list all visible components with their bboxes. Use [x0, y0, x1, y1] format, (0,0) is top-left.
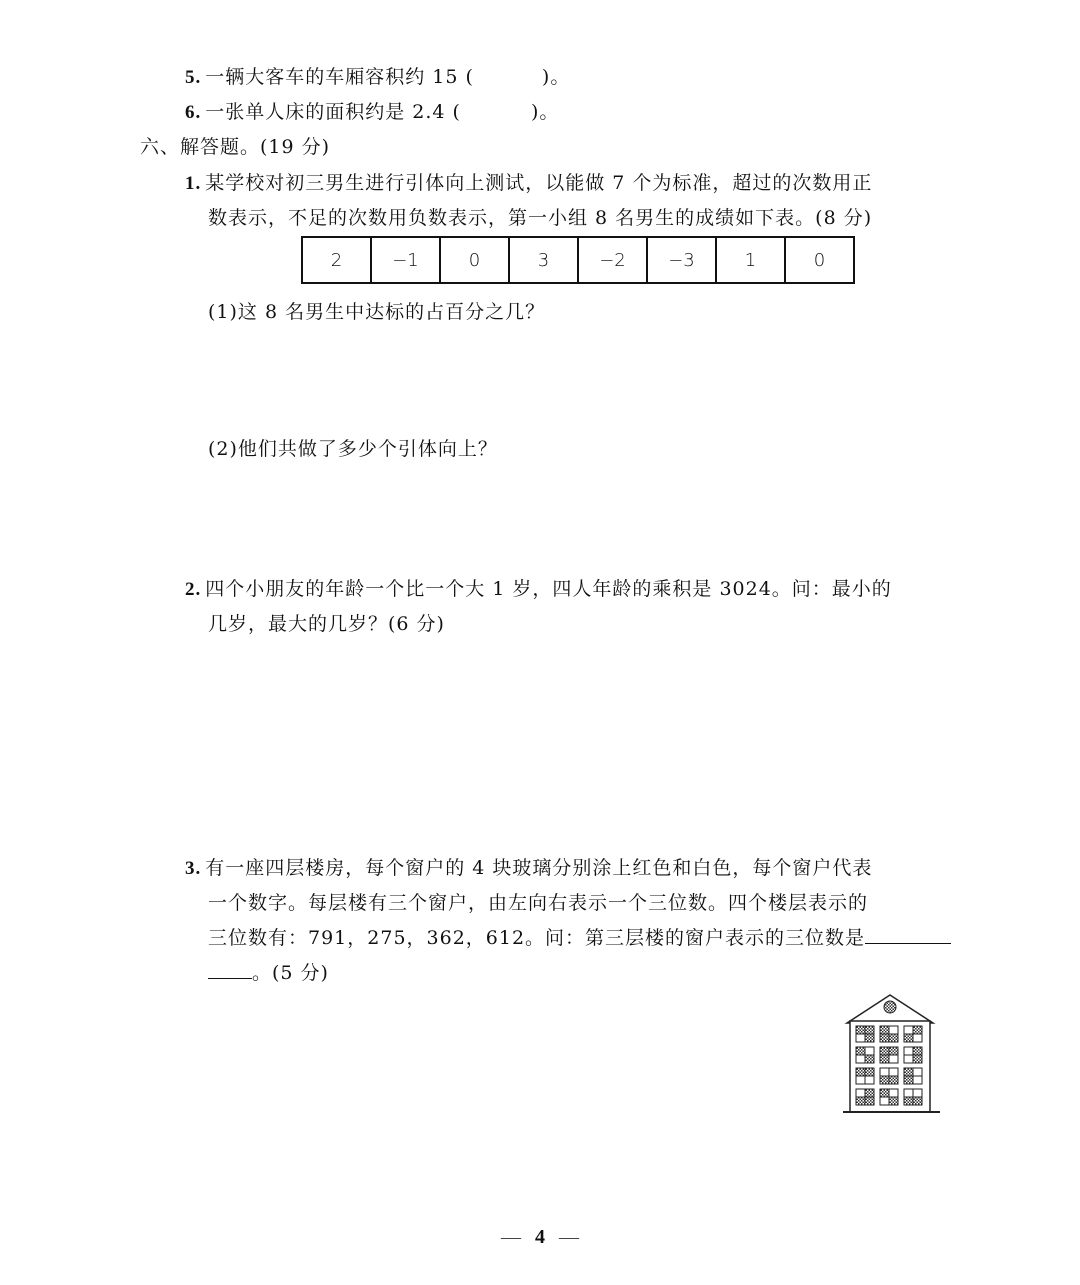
table-cell: 1	[716, 237, 785, 283]
window-pane	[880, 1097, 889, 1105]
window	[856, 1068, 874, 1084]
window-pane	[865, 1055, 874, 1063]
building-illustration	[843, 992, 943, 1118]
window-pane	[865, 1026, 874, 1034]
question-5	[185, 62, 570, 89]
problem-1-line-2: 数表示，不足的次数用负数表示，第一小组 8 名男生的成绩如下表。(8 分)	[208, 207, 873, 229]
window	[856, 1026, 874, 1042]
problem-number: 3.	[185, 858, 202, 879]
window-pane	[913, 1047, 922, 1055]
question-close: )。	[541, 66, 571, 88]
window-pane	[904, 1047, 913, 1055]
problem-text: 某学校对初三男生进行引体向上测试，以能做 7 个为标准，超过的次数用正	[205, 172, 873, 194]
window-pane	[856, 1047, 865, 1055]
table-row	[302, 237, 854, 283]
window-pane	[913, 1034, 922, 1042]
problem-1-line-1	[185, 168, 872, 195]
table-cell: 0	[440, 237, 509, 283]
window-pane	[889, 1089, 898, 1097]
window-pane	[913, 1097, 922, 1105]
window-pane	[856, 1055, 865, 1063]
window-pane	[880, 1026, 889, 1034]
window-pane	[913, 1076, 922, 1084]
problem-2-line-1	[185, 574, 892, 601]
window-pane	[889, 1034, 898, 1042]
window-pane	[880, 1047, 889, 1055]
section-heading: 六、解答题。(19 分)	[140, 136, 331, 158]
page-number: 4	[535, 1226, 545, 1248]
window-pane	[856, 1034, 865, 1042]
window-pane	[856, 1089, 865, 1097]
window-pane	[913, 1089, 922, 1097]
page-footer	[0, 1226, 1080, 1249]
window-pane	[913, 1055, 922, 1063]
problem-number: 1.	[185, 173, 202, 194]
table-cell: 2	[302, 237, 371, 283]
window-pane	[865, 1068, 874, 1076]
problem-3-line-1	[185, 853, 872, 880]
footer-dash: —	[559, 1226, 579, 1248]
window	[904, 1089, 922, 1105]
problem-3-line-4	[208, 958, 329, 985]
window-pane	[904, 1076, 913, 1084]
window	[880, 1047, 898, 1063]
answer-blank	[208, 960, 252, 979]
window-pane	[880, 1076, 889, 1084]
sub-question-1: (1)这 8 名男生中达标的占百分之几？	[208, 301, 546, 323]
problem-text: 三位数有：791，275，362，612。问：第三层楼的窗户表示的三位数是	[208, 927, 866, 949]
window-pane	[865, 1034, 874, 1042]
window-pane	[889, 1047, 898, 1055]
window-pane	[913, 1026, 922, 1034]
round-window	[884, 1001, 896, 1013]
window	[904, 1047, 922, 1063]
window-pane	[889, 1055, 898, 1063]
window-pane	[904, 1068, 913, 1076]
window	[880, 1026, 898, 1042]
problem-text: 有一座四层楼房，每个窗户的 4 块玻璃分别涂上红色和白色，每个窗户代表	[205, 857, 873, 879]
window-pane	[880, 1068, 889, 1076]
window-pane	[889, 1076, 898, 1084]
answer-blank	[865, 925, 951, 944]
window-pane	[904, 1089, 913, 1097]
sub-question-2: (2)他们共做了多少个引体向上？	[208, 438, 498, 460]
window-pane	[904, 1097, 913, 1105]
window-pane	[880, 1055, 889, 1063]
window-pane	[865, 1097, 874, 1105]
question-close: )。	[530, 101, 560, 123]
question-text: 一张单人床的面积约是 2.4 (	[205, 101, 461, 123]
problem-3-line-2: 一个数字。每层楼有三个窗户，由左向右表示一个三位数。四个楼层表示的	[208, 892, 869, 914]
window	[856, 1089, 874, 1105]
table-cell: −2	[578, 237, 647, 283]
footer-dash: —	[501, 1226, 521, 1248]
window-pane	[865, 1047, 874, 1055]
window-pane	[889, 1026, 898, 1034]
window	[904, 1068, 922, 1084]
table-cell: −1	[371, 237, 440, 283]
window	[856, 1047, 874, 1063]
problem-text: 。(5 分)	[252, 962, 329, 984]
window-pane	[880, 1089, 889, 1097]
window-pane	[856, 1097, 865, 1105]
problem-text: 四个小朋友的年龄一个比一个大 1 岁，四人年龄的乘积是 3024。问：最小的	[205, 578, 892, 600]
window-pane	[904, 1055, 913, 1063]
window-pane	[913, 1068, 922, 1076]
window-pane	[856, 1076, 865, 1084]
table-cell: 3	[509, 237, 578, 283]
window-pane	[865, 1089, 874, 1097]
question-number: 5.	[185, 67, 202, 88]
window-pane	[865, 1076, 874, 1084]
window-pane	[904, 1034, 913, 1042]
window-pane	[856, 1068, 865, 1076]
table-cell: −3	[647, 237, 716, 283]
window	[904, 1026, 922, 1042]
table-cell: 0	[785, 237, 854, 283]
window	[880, 1068, 898, 1084]
problem-2-line-2: 几岁，最大的几岁？(6 分)	[208, 613, 445, 635]
problem-3-line-3	[208, 923, 951, 950]
question-text: 一辆大客车的车厢容积约 15 (	[205, 66, 474, 88]
question-6	[185, 97, 559, 124]
window-pane	[904, 1026, 913, 1034]
window	[880, 1089, 898, 1105]
problem-number: 2.	[185, 579, 202, 600]
question-number: 6.	[185, 102, 202, 123]
window-pane	[856, 1026, 865, 1034]
score-table	[301, 236, 855, 284]
window-pane	[889, 1068, 898, 1076]
window-pane	[880, 1034, 889, 1042]
window-pane	[889, 1097, 898, 1105]
